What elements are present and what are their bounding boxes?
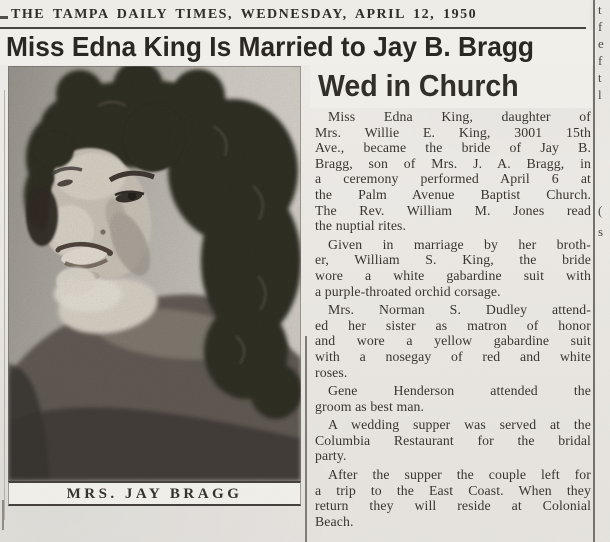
article-line: the nuptial rites. — [315, 218, 407, 234]
article-line: Columbia Restaurant for the bridal — [315, 432, 591, 448]
bride-portrait-photo — [8, 66, 301, 481]
article-paragraph — [315, 237, 591, 299]
article-line: party. — [315, 448, 347, 464]
article-paragraph — [315, 417, 591, 464]
article-line: Bragg, son of Mrs. J. A. Bragg, in — [315, 155, 591, 171]
masthead-rule — [0, 27, 586, 29]
article-line: Miss Edna King, daughter of — [328, 109, 591, 124]
photo-grain — [8, 66, 301, 481]
article-line: a trip to the East Coast. When they — [315, 482, 591, 498]
article-line: groom as best man. — [315, 398, 425, 414]
masthead: THE TAMPA DAILY TIMES, WEDNESDAY, APRIL 12, 1950 — [11, 7, 478, 22]
article-line: the Palm Avenue Baptist Church. — [315, 186, 591, 202]
sliver-text-fragment: f — [598, 19, 603, 34]
column-rule-right — [593, 0, 595, 542]
article-line: Beach. — [315, 513, 354, 529]
article-line: Gene Henderson attended the — [328, 383, 591, 399]
article-line: a purple-throated orchid corsage. — [315, 283, 501, 299]
sliver-text-fragment: ( — [598, 203, 603, 218]
article-line: Mrs. Willie E. King, 3001 15th — [315, 124, 591, 140]
article-line: ed her sister as matron of honor — [315, 317, 591, 333]
article-line: er, William S. King, the bride — [315, 252, 591, 268]
sliver-text-fragment: s — [598, 224, 604, 239]
article-line: roses. — [315, 364, 348, 380]
article-line: return they will reside at Colonial — [315, 498, 591, 514]
article-line: and wore a yellow gabardine suit — [315, 333, 591, 349]
article-line: Given in marriage by her broth- — [328, 236, 591, 252]
article-line: The Rev. William M. Jones read — [315, 202, 591, 218]
article-column — [315, 109, 591, 532]
article-line: a ceremony performed April 6 at — [315, 171, 591, 187]
article-paragraph — [315, 302, 591, 380]
clipping-edge-mark — [2, 500, 4, 530]
sliver-text-fragment: t — [598, 70, 602, 85]
sliver-text-fragment: e — [598, 36, 604, 51]
corner-rule-fragment — [0, 16, 8, 19]
photo-caption: MRS. JAY BRAGG — [8, 481, 301, 506]
column-rule-left — [305, 336, 307, 542]
subhead: Wed in Church — [318, 68, 519, 103]
headline: Miss Edna King Is Married to Jay B. Bragg — [6, 31, 534, 62]
sliver-text-fragment: f — [598, 53, 603, 68]
article-paragraph — [315, 467, 591, 529]
article-line: Ave., became the bride of Jay B. — [315, 140, 591, 156]
article-line: After the supper the couple left for — [328, 467, 591, 483]
sliver-text-fragment: l — [598, 87, 602, 102]
sliver-text-fragment: t — [598, 2, 602, 17]
article-line: with a nosegay of red and white — [315, 348, 591, 364]
article-paragraph — [315, 383, 591, 414]
right-column-sliver — [597, 0, 610, 542]
clipping-edge-line — [4, 90, 5, 520]
article-line: Mrs. Norman S. Dudley attend- — [328, 302, 591, 318]
article-paragraph — [315, 109, 591, 234]
article-line: wore a white gabardine suit with — [315, 267, 591, 283]
article-line: A wedding supper was served at the — [328, 417, 591, 433]
